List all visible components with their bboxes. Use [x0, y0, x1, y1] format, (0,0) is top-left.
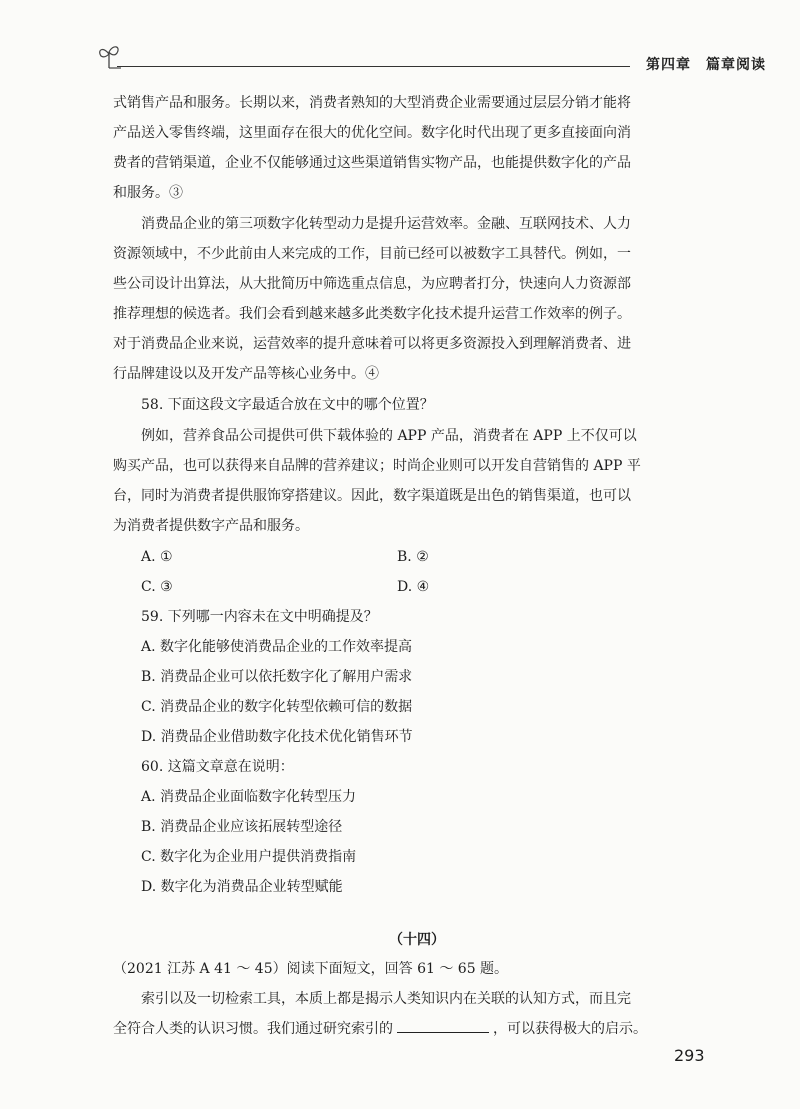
paragraph-line: 资源领域中，不少此前由人来完成的工作，目前已经可以被数字工具替代。例如，一: [113, 246, 631, 262]
question-58-stem: 58. 下面这段文字最适合放在文中的哪个位置？: [141, 397, 434, 413]
section-source: （2021 江苏 A 41 ～ 45）阅读下面短文，回答 61 ～ 65 题。: [113, 961, 509, 977]
paragraph-line: 费者的营销渠道，企业不仅能够通过这些渠道销售实物产品，也能提供数字化的产品: [113, 155, 631, 171]
q58-option-a: A. ①: [141, 549, 173, 565]
paragraph-line: 和服务。③: [113, 185, 183, 201]
paragraph-line: 式销售产品和服务。长期以来，消费者熟知的大型消费企业需要通过层层分销才能将: [113, 95, 631, 111]
paragraph-line: 行品牌建设以及开发产品等核心业务中。④: [113, 366, 379, 382]
q58-passage-line: 例如，营养食品公司提供可供下载体验的 APP 产品，消费者在 APP 上不仅可以: [141, 428, 637, 444]
paragraph-line: 索引以及一切检索工具，本质上都是揭示人类知识内在关联的认知方式，而且完: [141, 991, 631, 1007]
text-before-blank: 全符合人类的认识习惯。我们通过研究索引的: [113, 1021, 393, 1037]
q60-option-a: A. 消费品企业面临数字化转型压力: [141, 789, 357, 805]
q60-option-d: D. 数字化为消费品企业转型赋能: [141, 879, 343, 895]
q58-option-b: B. ②: [397, 549, 429, 565]
paragraph-line-with-blank: [113, 1018, 647, 1040]
paragraph-line: 对于消费品企业来说，运营效率的提升意味着可以将更多资源投入到理解消费者、进: [113, 336, 631, 352]
section-title: （十四）: [389, 932, 445, 948]
q58-passage-line: 为消费者提供数字产品和服务。: [113, 518, 309, 534]
paragraph-line: 些公司设计出算法，从大批简历中筛选重点信息，为应聘者打分，快速向人力资源部: [113, 276, 631, 292]
q60-option-b: B. 消费品企业应该拓展转型途径: [141, 819, 343, 835]
paragraph-line: 推荐理想的候选者。我们会看到越来越多此类数字化技术提升运营工作效率的例子。: [113, 306, 631, 322]
q60-option-c: C. 数字化为企业用户提供消费指南: [141, 849, 357, 865]
paragraph-line: 产品送入零售终端，这里面存在很大的优化空间。数字化时代出现了更多直接面向消: [113, 125, 631, 141]
q59-option-b: B. 消费品企业可以依托数字化了解用户需求: [141, 669, 413, 685]
q59-option-a: A. 数字化能够使消费品企业的工作效率提高: [141, 639, 413, 655]
page-header: [95, 42, 766, 82]
q58-passage-line: 购买产品，也可以获得来自品牌的营养建议；时尚企业则可以开发自营销售的 APP 平: [113, 458, 641, 474]
header-rule-left: [117, 66, 630, 67]
question-60-stem: 60. 这篇文章意在说明：: [141, 759, 294, 775]
page-number: 293: [674, 1046, 705, 1065]
q58-passage-line: 台，同时为消费者提供服饰穿搭建议。因此，数字渠道既是出色的销售渠道，也可以: [113, 488, 631, 504]
q58-option-c: C. ③: [141, 579, 173, 595]
question-59-stem: 59. 下列哪一内容未在文中明确提及？: [141, 609, 378, 625]
q59-option-c: C. 消费品企业的数字化转型依赖可信的数据: [141, 699, 413, 715]
q58-option-d: D. ④: [397, 579, 430, 595]
q59-option-d: D. 消费品企业借助数字化技术优化销售环节: [141, 729, 413, 745]
chapter-title: 第四章 篇章阅读: [646, 57, 766, 73]
paragraph-line: 消费品企业的第三项数字化转型动力是提升运营效率。金融、互联网技术、人力: [141, 216, 631, 232]
fill-in-blank: [397, 1018, 489, 1033]
text-after-blank: ，可以获得极大的启示。: [493, 1021, 647, 1037]
sprout-icon: [95, 42, 125, 72]
